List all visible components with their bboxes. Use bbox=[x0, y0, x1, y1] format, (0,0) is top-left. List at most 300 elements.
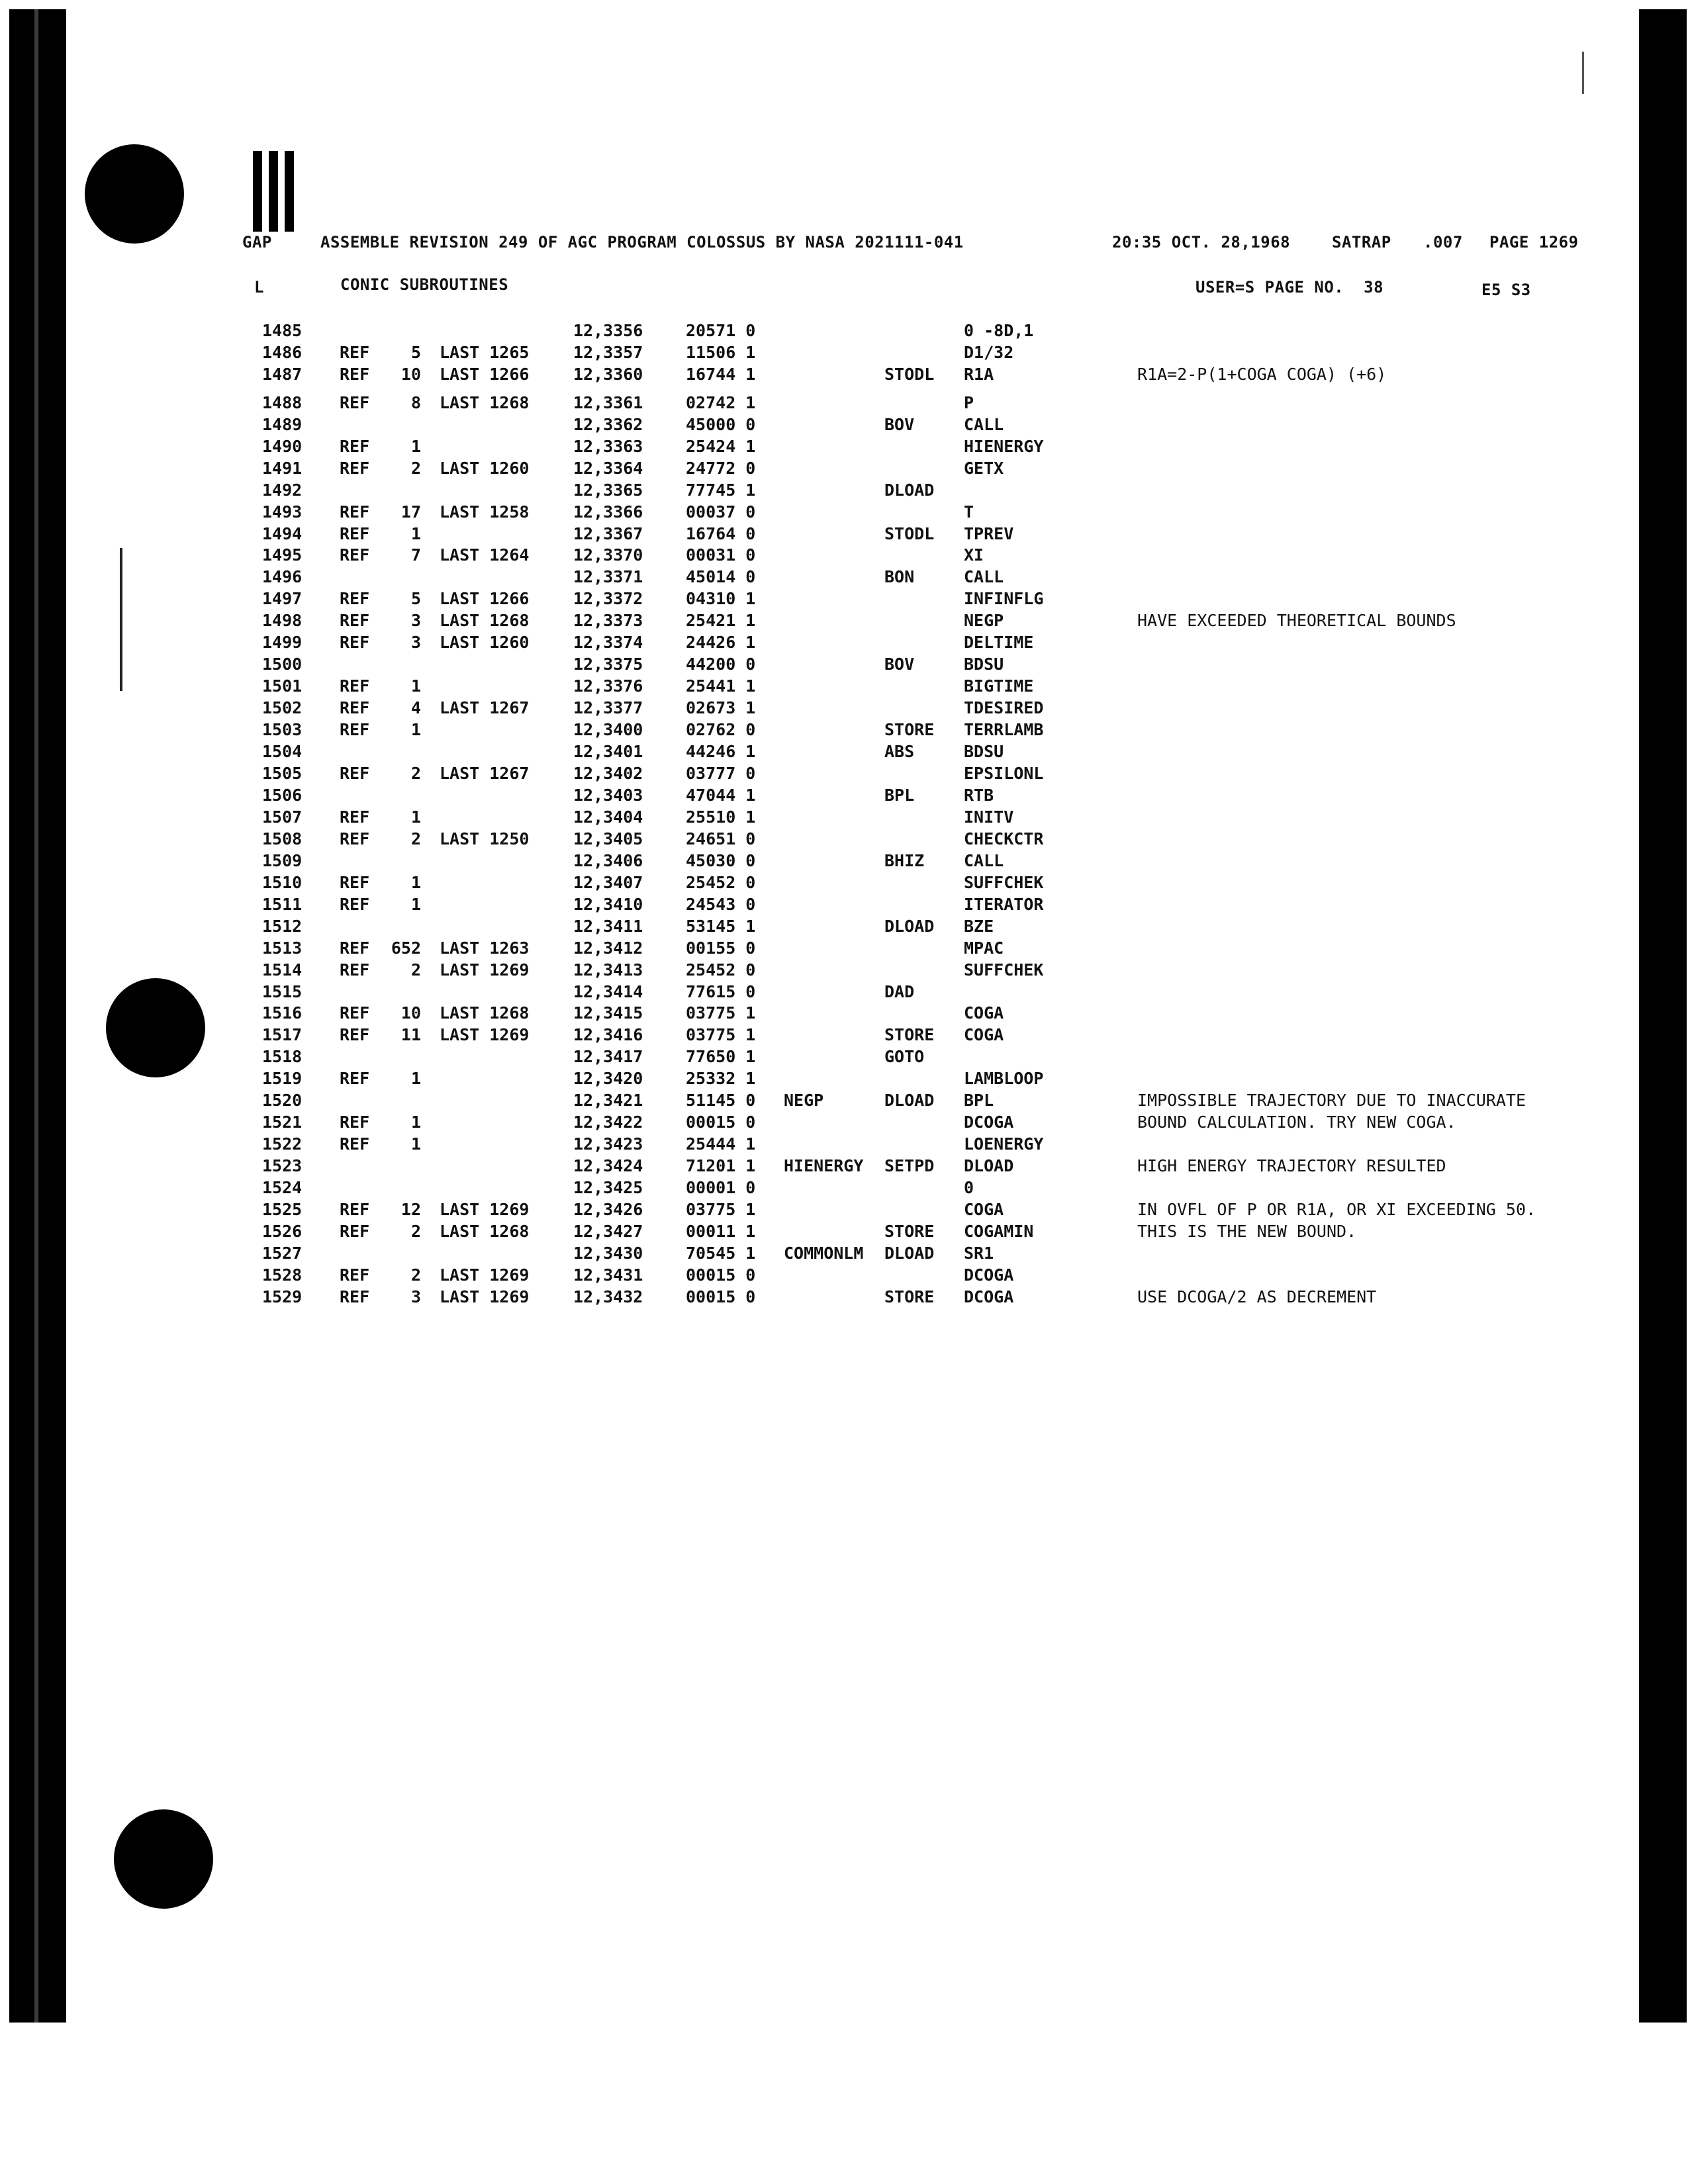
line-number: 1510 bbox=[262, 873, 303, 892]
line-number: 1506 bbox=[262, 786, 303, 805]
listing-row bbox=[0, 502, 1688, 523]
listing-row bbox=[0, 938, 1688, 960]
octal-word: 00037 0 bbox=[686, 502, 756, 522]
header-title: ASSEMBLE REVISION 249 OF AGC PROGRAM COLOSSUS BY NASA 2021111-041 bbox=[320, 233, 964, 251]
octal-word: 24772 0 bbox=[686, 459, 756, 478]
listing-row bbox=[0, 720, 1688, 741]
last-ref: LAST 1269 bbox=[440, 1025, 530, 1044]
opcode: STORE bbox=[884, 1287, 935, 1306]
address: 12,3376 bbox=[573, 676, 643, 696]
location-label: HIENERGY bbox=[784, 1156, 864, 1175]
last-ref: LAST 1268 bbox=[440, 1222, 530, 1241]
address: 12,3411 bbox=[573, 917, 643, 936]
line-number: 1519 bbox=[262, 1069, 303, 1088]
ref-count: 4 bbox=[410, 698, 421, 717]
operand: DLOAD bbox=[964, 1156, 1014, 1175]
octal-word: 45014 0 bbox=[686, 567, 756, 586]
ref-flag: REF bbox=[340, 1287, 370, 1306]
ref-flag: REF bbox=[340, 1200, 370, 1219]
listing-row bbox=[0, 873, 1688, 894]
location-label: COMMONLM bbox=[784, 1244, 864, 1263]
octal-word: 70545 1 bbox=[686, 1244, 756, 1263]
operand: NEGP bbox=[964, 611, 1004, 630]
listing-row bbox=[0, 1091, 1688, 1112]
line-number: 1525 bbox=[262, 1200, 303, 1219]
operand: CALL bbox=[964, 851, 1004, 870]
operand: LAMBLOOP bbox=[964, 1069, 1044, 1088]
location-label: NEGP bbox=[784, 1091, 824, 1110]
line-number: 1513 bbox=[262, 938, 303, 958]
listing-row bbox=[0, 982, 1688, 1003]
operand: DCOGA bbox=[964, 1113, 1014, 1132]
line-number: 1494 bbox=[262, 524, 303, 543]
operand: HIENERGY bbox=[964, 437, 1044, 456]
ref-flag: REF bbox=[340, 720, 370, 739]
ref-flag: REF bbox=[340, 764, 370, 783]
last-ref: LAST 1265 bbox=[440, 343, 530, 362]
line-number: 1502 bbox=[262, 698, 303, 717]
address: 12,3370 bbox=[573, 545, 643, 565]
operand: BDSU bbox=[964, 742, 1004, 761]
opcode: DLOAD bbox=[884, 1244, 935, 1263]
octal-word: 00015 0 bbox=[686, 1113, 756, 1132]
listing-row bbox=[0, 589, 1688, 610]
listing-row bbox=[0, 895, 1688, 916]
line-number: 1500 bbox=[262, 655, 303, 674]
ref-count: 2 bbox=[410, 829, 421, 848]
listing-row bbox=[0, 1156, 1688, 1177]
octal-word: 25452 0 bbox=[686, 960, 756, 979]
line-number: 1507 bbox=[262, 807, 303, 827]
listing-row bbox=[0, 829, 1688, 850]
address: 12,3425 bbox=[573, 1178, 643, 1197]
last-ref: LAST 1264 bbox=[440, 545, 530, 565]
address: 12,3421 bbox=[573, 1091, 643, 1110]
opcode: BOV bbox=[884, 415, 915, 434]
ref-count: 11 bbox=[400, 1025, 421, 1044]
octal-word: 00001 0 bbox=[686, 1178, 756, 1197]
operand: TPREV bbox=[964, 524, 1014, 543]
operand: INITV bbox=[964, 807, 1014, 827]
operand: 0 bbox=[964, 1178, 974, 1197]
last-ref: LAST 1269 bbox=[440, 1200, 530, 1219]
listing-row bbox=[0, 393, 1688, 414]
binder-hole-bottom bbox=[114, 1809, 213, 1909]
octal-word: 77615 0 bbox=[686, 982, 756, 1001]
listing-row bbox=[0, 1222, 1688, 1243]
address: 12,3364 bbox=[573, 459, 643, 478]
ref-flag: REF bbox=[340, 437, 370, 456]
listing-row bbox=[0, 365, 1688, 386]
operand: INFINFLG bbox=[964, 589, 1044, 608]
octal-word: 45030 0 bbox=[686, 851, 756, 870]
ref-count: 2 bbox=[410, 459, 421, 478]
header-left-code: GAP bbox=[242, 233, 272, 251]
octal-word: 25332 1 bbox=[686, 1069, 756, 1088]
octal-word: 24651 0 bbox=[686, 829, 756, 848]
listing-row bbox=[0, 611, 1688, 632]
operand: LOENERGY bbox=[964, 1134, 1044, 1154]
opcode: SETPD bbox=[884, 1156, 935, 1175]
opcode: BOV bbox=[884, 655, 915, 674]
listing-row bbox=[0, 1200, 1688, 1221]
line-number: 1495 bbox=[262, 545, 303, 565]
line-number: 1517 bbox=[262, 1025, 303, 1044]
opcode: DLOAD bbox=[884, 1091, 935, 1110]
operand: COGAMIN bbox=[964, 1222, 1034, 1241]
line-number: 1496 bbox=[262, 567, 303, 586]
address: 12,3410 bbox=[573, 895, 643, 914]
section-title: CONIC SUBROUTINES bbox=[340, 275, 509, 294]
comment: BOUND CALCULATION. TRY NEW COGA. bbox=[1137, 1113, 1456, 1132]
operand: ITERATOR bbox=[964, 895, 1044, 914]
address: 12,3404 bbox=[573, 807, 643, 827]
address: 12,3413 bbox=[573, 960, 643, 979]
operand: SUFFCHEK bbox=[964, 960, 1044, 979]
header-satrap-code: .007 bbox=[1423, 233, 1463, 251]
line-number: 1529 bbox=[262, 1287, 303, 1306]
ref-count: 3 bbox=[410, 1287, 421, 1306]
ref-count: 1 bbox=[410, 895, 421, 914]
address: 12,3367 bbox=[573, 524, 643, 543]
ref-flag: REF bbox=[340, 524, 370, 543]
ref-count: 652 bbox=[391, 938, 421, 958]
user-page-number: USER=S PAGE NO. 38 bbox=[1196, 278, 1384, 296]
octal-word: 77650 1 bbox=[686, 1047, 756, 1066]
operand: SUFFCHEK bbox=[964, 873, 1044, 892]
ref-count: 1 bbox=[410, 720, 421, 739]
octal-word: 53145 1 bbox=[686, 917, 756, 936]
last-ref: LAST 1263 bbox=[440, 938, 530, 958]
line-number: 1492 bbox=[262, 480, 303, 500]
line-number: 1497 bbox=[262, 589, 303, 608]
ref-flag: REF bbox=[340, 1025, 370, 1044]
line-number: 1511 bbox=[262, 895, 303, 914]
listing-row bbox=[0, 437, 1688, 458]
listing-row bbox=[0, 459, 1688, 480]
octal-word: 25510 1 bbox=[686, 807, 756, 827]
address: 12,3416 bbox=[573, 1025, 643, 1044]
address: 12,3407 bbox=[573, 873, 643, 892]
ref-flag: REF bbox=[340, 589, 370, 608]
opcode: DAD bbox=[884, 982, 915, 1001]
operand: CALL bbox=[964, 415, 1004, 434]
octal-word: 04310 1 bbox=[686, 589, 756, 608]
listing-row bbox=[0, 655, 1688, 676]
header-datetime: 20:35 OCT. 28,1968 bbox=[1112, 233, 1291, 251]
line-number: 1528 bbox=[262, 1265, 303, 1285]
address: 12,3405 bbox=[573, 829, 643, 848]
operand: CALL bbox=[964, 567, 1004, 586]
last-ref: LAST 1266 bbox=[440, 365, 530, 384]
address: 12,3427 bbox=[573, 1222, 643, 1241]
last-ref: LAST 1266 bbox=[440, 589, 530, 608]
operand: DCOGA bbox=[964, 1265, 1014, 1285]
comment: HAVE EXCEEDED THEORETICAL BOUNDS bbox=[1137, 611, 1456, 630]
comment: R1A=2-P(1+COGA COGA) (+6) bbox=[1137, 365, 1387, 384]
octal-word: 00155 0 bbox=[686, 938, 756, 958]
ref-flag: REF bbox=[340, 393, 370, 412]
ref-count: 7 bbox=[410, 545, 421, 565]
address: 12,3373 bbox=[573, 611, 643, 630]
ref-flag: REF bbox=[340, 545, 370, 565]
line-number: 1515 bbox=[262, 982, 303, 1001]
last-ref: LAST 1268 bbox=[440, 611, 530, 630]
octal-word: 16744 1 bbox=[686, 365, 756, 384]
last-ref: LAST 1267 bbox=[440, 698, 530, 717]
opcode: STORE bbox=[884, 1222, 935, 1241]
listing-row bbox=[0, 1287, 1688, 1308]
address: 12,3361 bbox=[573, 393, 643, 412]
last-ref: LAST 1250 bbox=[440, 829, 530, 848]
octal-word: 51145 0 bbox=[686, 1091, 756, 1110]
address: 12,3356 bbox=[573, 321, 643, 340]
line-number: 1505 bbox=[262, 764, 303, 783]
address: 12,3417 bbox=[573, 1047, 643, 1066]
address: 12,3400 bbox=[573, 720, 643, 739]
line-number: 1520 bbox=[262, 1091, 303, 1110]
listing-row bbox=[0, 321, 1688, 342]
operand: EPSILONL bbox=[964, 764, 1044, 783]
ref-count: 5 bbox=[410, 343, 421, 362]
line-number: 1485 bbox=[262, 321, 303, 340]
line-number: 1489 bbox=[262, 415, 303, 434]
last-ref: LAST 1269 bbox=[440, 1265, 530, 1285]
ref-flag: REF bbox=[340, 829, 370, 848]
barcode-mark bbox=[253, 151, 299, 232]
opcode: GOTO bbox=[884, 1047, 925, 1066]
address: 12,3432 bbox=[573, 1287, 643, 1306]
ref-flag: REF bbox=[340, 1113, 370, 1132]
octal-word: 25452 0 bbox=[686, 873, 756, 892]
address: 12,3415 bbox=[573, 1003, 643, 1023]
operand: BDSU bbox=[964, 655, 1004, 674]
operand: TERRLAMB bbox=[964, 720, 1044, 739]
address: 12,3430 bbox=[573, 1244, 643, 1263]
ref-count: 1 bbox=[410, 437, 421, 456]
octal-word: 00015 0 bbox=[686, 1287, 756, 1306]
ref-flag: REF bbox=[340, 938, 370, 958]
address: 12,3377 bbox=[573, 698, 643, 717]
octal-word: 00011 1 bbox=[686, 1222, 756, 1241]
octal-word: 47044 1 bbox=[686, 786, 756, 805]
last-ref: LAST 1268 bbox=[440, 393, 530, 412]
line-number: 1522 bbox=[262, 1134, 303, 1154]
ref-count: 3 bbox=[410, 633, 421, 652]
address: 12,3414 bbox=[573, 982, 643, 1001]
octal-word: 25441 1 bbox=[686, 676, 756, 696]
ref-count: 1 bbox=[410, 1134, 421, 1154]
ref-flag: REF bbox=[340, 698, 370, 717]
address: 12,3360 bbox=[573, 365, 643, 384]
corner-tick-mark bbox=[1582, 52, 1584, 94]
line-number: 1490 bbox=[262, 437, 303, 456]
ref-flag: REF bbox=[340, 895, 370, 914]
listing-row bbox=[0, 1025, 1688, 1046]
address: 12,3423 bbox=[573, 1134, 643, 1154]
address: 12,3426 bbox=[573, 1200, 643, 1219]
listing-row bbox=[0, 545, 1688, 567]
octal-word: 25424 1 bbox=[686, 437, 756, 456]
ref-flag: REF bbox=[340, 873, 370, 892]
listing-row bbox=[0, 851, 1688, 872]
operand: TDESIRED bbox=[964, 698, 1044, 717]
address: 12,3403 bbox=[573, 786, 643, 805]
line-number: 1508 bbox=[262, 829, 303, 848]
octal-word: 00031 0 bbox=[686, 545, 756, 565]
octal-word: 77745 1 bbox=[686, 480, 756, 500]
listing-row bbox=[0, 960, 1688, 981]
comment: IMPOSSIBLE TRAJECTORY DUE TO INACCURATE bbox=[1137, 1091, 1526, 1110]
address: 12,3431 bbox=[573, 1265, 643, 1285]
address: 12,3402 bbox=[573, 764, 643, 783]
address: 12,3406 bbox=[573, 851, 643, 870]
ref-flag: REF bbox=[340, 611, 370, 630]
opcode: STORE bbox=[884, 720, 935, 739]
ref-flag: REF bbox=[340, 343, 370, 362]
address: 12,3362 bbox=[573, 415, 643, 434]
opcode: STORE bbox=[884, 1025, 935, 1044]
listing-row bbox=[0, 415, 1688, 436]
line-number: 1512 bbox=[262, 917, 303, 936]
ref-count: 3 bbox=[410, 611, 421, 630]
line-number: 1516 bbox=[262, 1003, 303, 1023]
octal-word: 02673 1 bbox=[686, 698, 756, 717]
ref-count: 1 bbox=[410, 524, 421, 543]
ref-flag: REF bbox=[340, 1003, 370, 1023]
listing-row bbox=[0, 742, 1688, 763]
opcode: BON bbox=[884, 567, 915, 586]
listing-row bbox=[0, 807, 1688, 829]
octal-word: 03775 1 bbox=[686, 1003, 756, 1023]
operand: COGA bbox=[964, 1025, 1004, 1044]
line-number: 1509 bbox=[262, 851, 303, 870]
line-number: 1527 bbox=[262, 1244, 303, 1263]
listing-row bbox=[0, 1178, 1688, 1199]
line-number: 1523 bbox=[262, 1156, 303, 1175]
address: 12,3401 bbox=[573, 742, 643, 761]
line-number: 1491 bbox=[262, 459, 303, 478]
ref-count: 1 bbox=[410, 807, 421, 827]
opcode: STODL bbox=[884, 524, 935, 543]
line-number: 1486 bbox=[262, 343, 303, 362]
address: 12,3422 bbox=[573, 1113, 643, 1132]
line-number: 1524 bbox=[262, 1178, 303, 1197]
line-number: 1488 bbox=[262, 393, 303, 412]
opcode: DLOAD bbox=[884, 917, 935, 936]
operand: COGA bbox=[964, 1003, 1004, 1023]
last-ref: LAST 1258 bbox=[440, 502, 530, 522]
operand: DCOGA bbox=[964, 1287, 1014, 1306]
opcode: BHIZ bbox=[884, 851, 925, 870]
address: 12,3365 bbox=[573, 480, 643, 500]
ref-flag: REF bbox=[340, 807, 370, 827]
last-ref: LAST 1269 bbox=[440, 960, 530, 979]
comment: HIGH ENERGY TRAJECTORY RESULTED bbox=[1137, 1156, 1446, 1175]
line-number: 1526 bbox=[262, 1222, 303, 1241]
line-number: 1518 bbox=[262, 1047, 303, 1066]
ref-count: 2 bbox=[410, 1265, 421, 1285]
line-number: 1503 bbox=[262, 720, 303, 739]
address: 12,3366 bbox=[573, 502, 643, 522]
octal-word: 02762 0 bbox=[686, 720, 756, 739]
operand: 0 -8D,1 bbox=[964, 321, 1034, 340]
line-number: 1504 bbox=[262, 742, 303, 761]
listing-row bbox=[0, 1113, 1688, 1134]
ref-flag: REF bbox=[340, 676, 370, 696]
address: 12,3371 bbox=[573, 567, 643, 586]
operand: SR1 bbox=[964, 1244, 994, 1263]
address: 12,3374 bbox=[573, 633, 643, 652]
address: 12,3412 bbox=[573, 938, 643, 958]
ref-count: 10 bbox=[400, 365, 421, 384]
operand: R1A bbox=[964, 365, 994, 384]
e-code: E5 S3 bbox=[1481, 281, 1531, 299]
address: 12,3363 bbox=[573, 437, 643, 456]
binder-hole-top bbox=[85, 144, 184, 244]
ref-count: 2 bbox=[410, 960, 421, 979]
operand: RTB bbox=[964, 786, 994, 805]
ref-flag: REF bbox=[340, 633, 370, 652]
listing-row bbox=[0, 1265, 1688, 1287]
ref-count: 2 bbox=[410, 1222, 421, 1241]
operand: DELTIME bbox=[964, 633, 1034, 652]
ref-flag: REF bbox=[340, 459, 370, 478]
listing-row bbox=[0, 567, 1688, 588]
address: 12,3357 bbox=[573, 343, 643, 362]
listing-row bbox=[0, 524, 1688, 545]
operand: P bbox=[964, 393, 974, 412]
ref-count: 1 bbox=[410, 873, 421, 892]
header-satrap: SATRAP bbox=[1332, 233, 1391, 251]
octal-word: 25444 1 bbox=[686, 1134, 756, 1154]
octal-word: 03775 1 bbox=[686, 1025, 756, 1044]
line-number: 1514 bbox=[262, 960, 303, 979]
listing-row bbox=[0, 698, 1688, 719]
last-ref: LAST 1269 bbox=[440, 1287, 530, 1306]
address: 12,3375 bbox=[573, 655, 643, 674]
listing-row bbox=[0, 1047, 1688, 1068]
ref-flag: REF bbox=[340, 1222, 370, 1241]
ref-count: 1 bbox=[410, 1069, 421, 1088]
opcode: BPL bbox=[884, 786, 915, 805]
ref-count: 1 bbox=[410, 1113, 421, 1132]
octal-word: 11506 1 bbox=[686, 343, 756, 362]
opcode: DLOAD bbox=[884, 480, 935, 500]
listing-row bbox=[0, 1244, 1688, 1265]
listing-row bbox=[0, 764, 1688, 785]
listing-row bbox=[0, 676, 1688, 698]
comment: THIS IS THE NEW BOUND. bbox=[1137, 1222, 1357, 1241]
address: 12,3424 bbox=[573, 1156, 643, 1175]
ref-flag: REF bbox=[340, 1134, 370, 1154]
octal-word: 25421 1 bbox=[686, 611, 756, 630]
ref-count: 10 bbox=[400, 1003, 421, 1023]
line-number: 1487 bbox=[262, 365, 303, 384]
opcode: ABS bbox=[884, 742, 915, 761]
address: 12,3372 bbox=[573, 589, 643, 608]
last-ref: LAST 1260 bbox=[440, 633, 530, 652]
listing-row bbox=[0, 1003, 1688, 1024]
ref-flag: REF bbox=[340, 365, 370, 384]
listing-row bbox=[0, 480, 1688, 502]
ref-flag: REF bbox=[340, 1265, 370, 1285]
operand: D1/32 bbox=[964, 343, 1014, 362]
ref-count: 1 bbox=[410, 676, 421, 696]
operand: T bbox=[964, 502, 974, 522]
octal-word: 44200 0 bbox=[686, 655, 756, 674]
opcode: STODL bbox=[884, 365, 935, 384]
